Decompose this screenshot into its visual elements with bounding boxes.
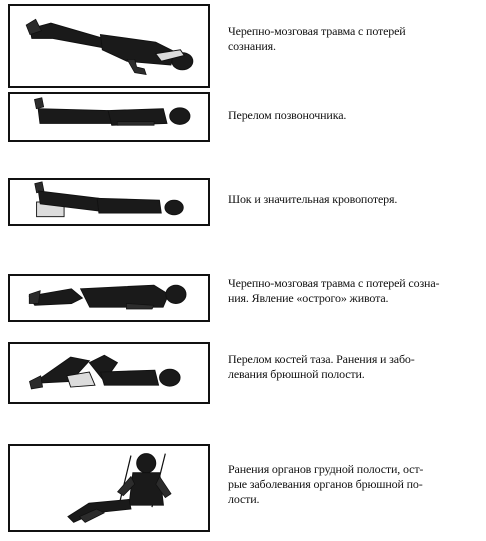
- side-lying-figure-icon: [10, 276, 208, 320]
- figure-recovery-position: [8, 4, 210, 88]
- caption-head-injury-unconscious: Черепно-мозговая травма с потерей сознания.: [228, 24, 406, 53]
- figure-knees-bent: [8, 342, 210, 404]
- knees-bent-supine-figure-icon: [10, 344, 208, 402]
- caption-pelvic-fracture: Перелом костей таза. Ранения и забо- левания брюшной полости.: [228, 352, 415, 381]
- caption-head-injury-acute-abdomen: Черепно-мозговая травма с потерей созна- ния. Явление «острого» живота.: [228, 276, 440, 305]
- figure-supine-flat: [8, 92, 210, 142]
- supine-flat-figure-icon: [10, 94, 208, 140]
- caption-spinal-fracture: Перелом позвоночника.: [228, 108, 347, 122]
- legs-raised-figure-icon: [10, 180, 208, 224]
- figure-legs-raised: [8, 178, 210, 226]
- figure-side-lying: [8, 274, 210, 322]
- recovery-position-figure-icon: [10, 6, 208, 86]
- caption-shock-blood-loss: Шок и значительная кровопотеря.: [228, 192, 398, 206]
- half-sitting-figure-icon: [10, 446, 208, 530]
- figure-half-sitting: [8, 444, 210, 532]
- caption-chest-abdominal-injuries: Ранения органов грудной полости, ост- рые заболевания органов брюшной по- лости.: [228, 462, 424, 506]
